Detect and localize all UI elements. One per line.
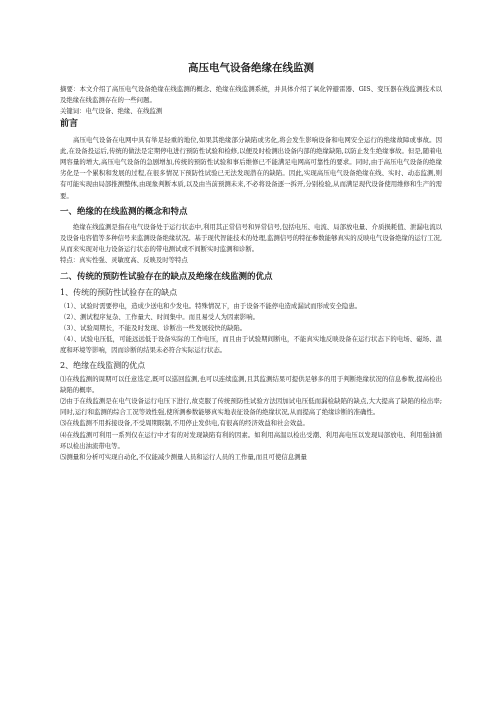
sub2-item: ⑴在线监测的周期可以任意选定,既可以巡回监测,也可以连续监测,且其监测结果可提供足够多的用于判断绝缘状况的信息参数,提高检出缺陷的概率。	[60, 374, 442, 394]
document-title: 高压电气设备绝缘在线监测	[188, 62, 314, 74]
subsection2-heading: 2、绝缘在线监测的优点	[60, 360, 146, 370]
keywords: 关键词：电气设备、绝缘、在线监测	[60, 107, 163, 116]
section2-heading: 二、传统的预防性试验存在的缺点及绝缘在线监测的优点	[60, 271, 273, 282]
sub2-item: ⑶在线监测不用拆接设备,不受周期限制,不用停止发供电,有很高的经济效益和社会效益。	[60, 419, 309, 428]
preface-heading: 前言	[60, 118, 79, 129]
sub2-item: ⑵由于在线监测是在电气设备运行电压下进行,故克服了传统预防性试验方法因加试电压低而漏检缺陷的缺点,大大提高了缺陷的检出率;同时,运行和监测的综合工况等效性强,使所测参数能够真实地表征设备的绝缘状况,从而提高了绝缘诊断的准确性。	[60, 397, 442, 417]
section1-heading: 一、绝缘的在线监测的概念和特点	[60, 206, 188, 217]
document-body	[60, 60, 442, 463]
sub2-item: ⑸测量和分析可实现自动化,不仅能减少测量人员和运行人员的工作量,而且可使信息测量	[60, 453, 307, 462]
sub2-item: ⑷在线监测可利用一系列仅在运行中才有的对发现缺陷有利的因素。如利用高温以检出受潮、利用高电压以发现局部放电、利用强油循环以检出油流带电等。	[60, 430, 442, 450]
sub1-item: （2）、测试程序复杂、工作量大、时间集中。而且易受人为因素影响。	[60, 312, 259, 321]
section1-features: 特点：真实性强、灵敏度高、反映及时等特点	[60, 256, 188, 265]
preface-paragraph: 高压电气设备在电网中具有举足轻重的地位,如果其绝缘部分缺陷或劣化,将会发生影响设备和电网安全运行的绝缘故障或事故。因此,在设备投运后,传统的做法是定期停电进行预防性试验和检修,以便及时检测出设备内部的绝缘缺陷,以防止发生绝缘事故。但是,随着电网容量的增大,高压电气设备的急剧增加,传统的预防性试验和事后维修已不能满足电网高可靠性的要求。同时,由于高压电气设备的绝缘劣化是一个累积和发展的过程,在很多情况下预防性试验已无法发现潜在的缺陷。因此,实现高压电气设备绝缘在线、实时、动态监测,则有可能实现由局部推测整体,由现象判断本质,以及由当前预测未来,不必将设备逐一拆开,分别检验,从而满足现代设备使用维修和生产的需要。	[60, 135, 442, 200]
abstract: 摘要：本文介绍了高压电气设备绝缘在线监测的概念、绝缘在线监测系统，并具体介绍了氧化锌避雷器、GIS、变压器在线监测技术以及绝缘在线监测存在的一些问题。	[60, 85, 442, 105]
sub1-item: （1）、试验时需要停电，造成少送电和少发电。特殊情况下，由于设备不能停电造成漏试而形成安全隐患。	[60, 301, 362, 310]
sub1-item: （3）、试验周期长，不能及时发现、诊断出一些发展较快的缺陷。	[60, 324, 247, 333]
section1-paragraph: 绝缘在线监测是指在电气设备处于运行状态中,利用其正常信号和异常信号,包括电压、电流、局部放电量、介质损耗值、泄漏电流以及设备电容值等多种信号来监测设备绝缘状况。基于现代智能技术的处理,监测信号的特征参数能够真实的反映电气设备绝缘的运行工况,从而来实现对电力设备运行状态的带电测试或不间断实时监测和诊断。	[60, 222, 442, 254]
subsection1-heading: 1、传统的预防性试验存在的缺点	[60, 287, 178, 297]
sub1-item: （4）、试验电压低，可能远远低于设备实际的工作电压，而且由于试验期间断电，不能真实地反映设备在运行状态下的电场、磁场、温度和环境等影响，因而诊断的结果未必符合实际运行状态。	[60, 335, 442, 355]
